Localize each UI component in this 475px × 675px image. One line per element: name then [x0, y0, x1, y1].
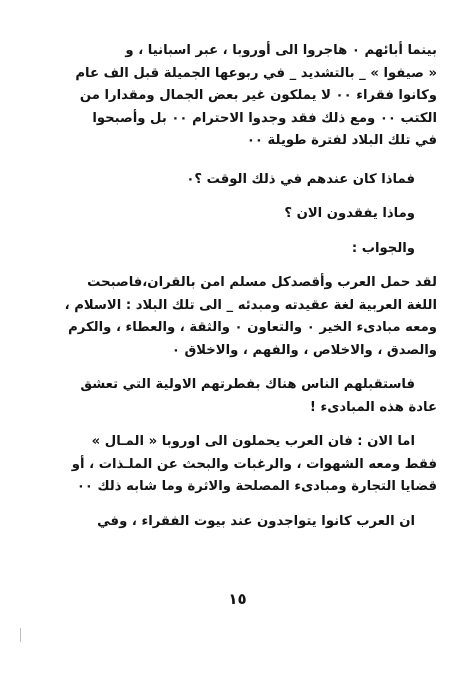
text-line: الكتب ٠٠ ومع ذلك فقد وجدوا الاحترام ٠٠ بل وأصبحوا	[92, 110, 437, 126]
paragraph-now	[50, 431, 437, 499]
text-line: « صيفوا » _ بالتشديد _ في ربوعها الجميلة قبل الف عام	[75, 65, 437, 81]
text-line: وماذا يفقدون الان ؟	[284, 206, 415, 221]
paragraph-question-1	[50, 169, 437, 192]
text-line: بينما أبائهم ٠ هاجروا الى أوروبا ، عبر اسبانيا ، و	[125, 43, 437, 58]
text-line: وكانوا فقراء ٠٠ لا يملكون غير بعض الجمال ومقدارا من	[79, 88, 437, 103]
text-line: والجواب :	[351, 240, 415, 256]
paragraph-answer	[50, 272, 437, 362]
scan-edge-mark	[20, 628, 21, 642]
page-number: ١٥	[228, 590, 247, 608]
text-line: لقد حمل العرب وأقصدكل مسلم امن بالقران،فاصبحت	[87, 275, 437, 290]
text-line: اللغة العربية لغة عقيدته ومبدئه _ الى تلك البلاد : الاسلام ،	[64, 297, 437, 313]
text-line: في تلك البلاد لفترة طويلة ٠٠	[246, 133, 437, 148]
paragraph-1	[50, 40, 437, 153]
paragraph-reception	[50, 374, 437, 419]
text-line: اما الان : فان العرب يحملون الى اوروبا « المـال »	[91, 434, 415, 449]
text-line: فماذا كان عندهم في ذلك الوقت ؟٠	[186, 171, 415, 187]
body-text	[50, 40, 437, 533]
paragraph-question-2	[50, 203, 437, 226]
text-line: ومعه مبادىء الخير ٠ والتعاون ٠ والثقة ، والعطاء ، والكرم	[68, 320, 437, 335]
text-line: فاستقبلهم الناس هناك بفطرتهم الاولية التي تعشق	[80, 377, 415, 392]
paragraph-answer-heading	[50, 238, 437, 261]
paragraph-closing	[50, 511, 437, 534]
text-line: فقط ومعه الشهوات ، والرغبات والبحث عن الملـذات ، أو	[71, 456, 437, 472]
text-line: عادة هذه المبادىء !	[309, 399, 437, 415]
text-line: قضايا التجارة ومبادىء المصلحة والاثرة وما شابه ذلك ٠٠	[76, 479, 437, 494]
text-line: والصدق ، والاخلاص ، والفهم ، والاخلاق ٠	[171, 342, 437, 358]
text-line: ان العرب كانوا يتواجدون عند بيوت الفقراء ، وفي	[97, 513, 415, 529]
